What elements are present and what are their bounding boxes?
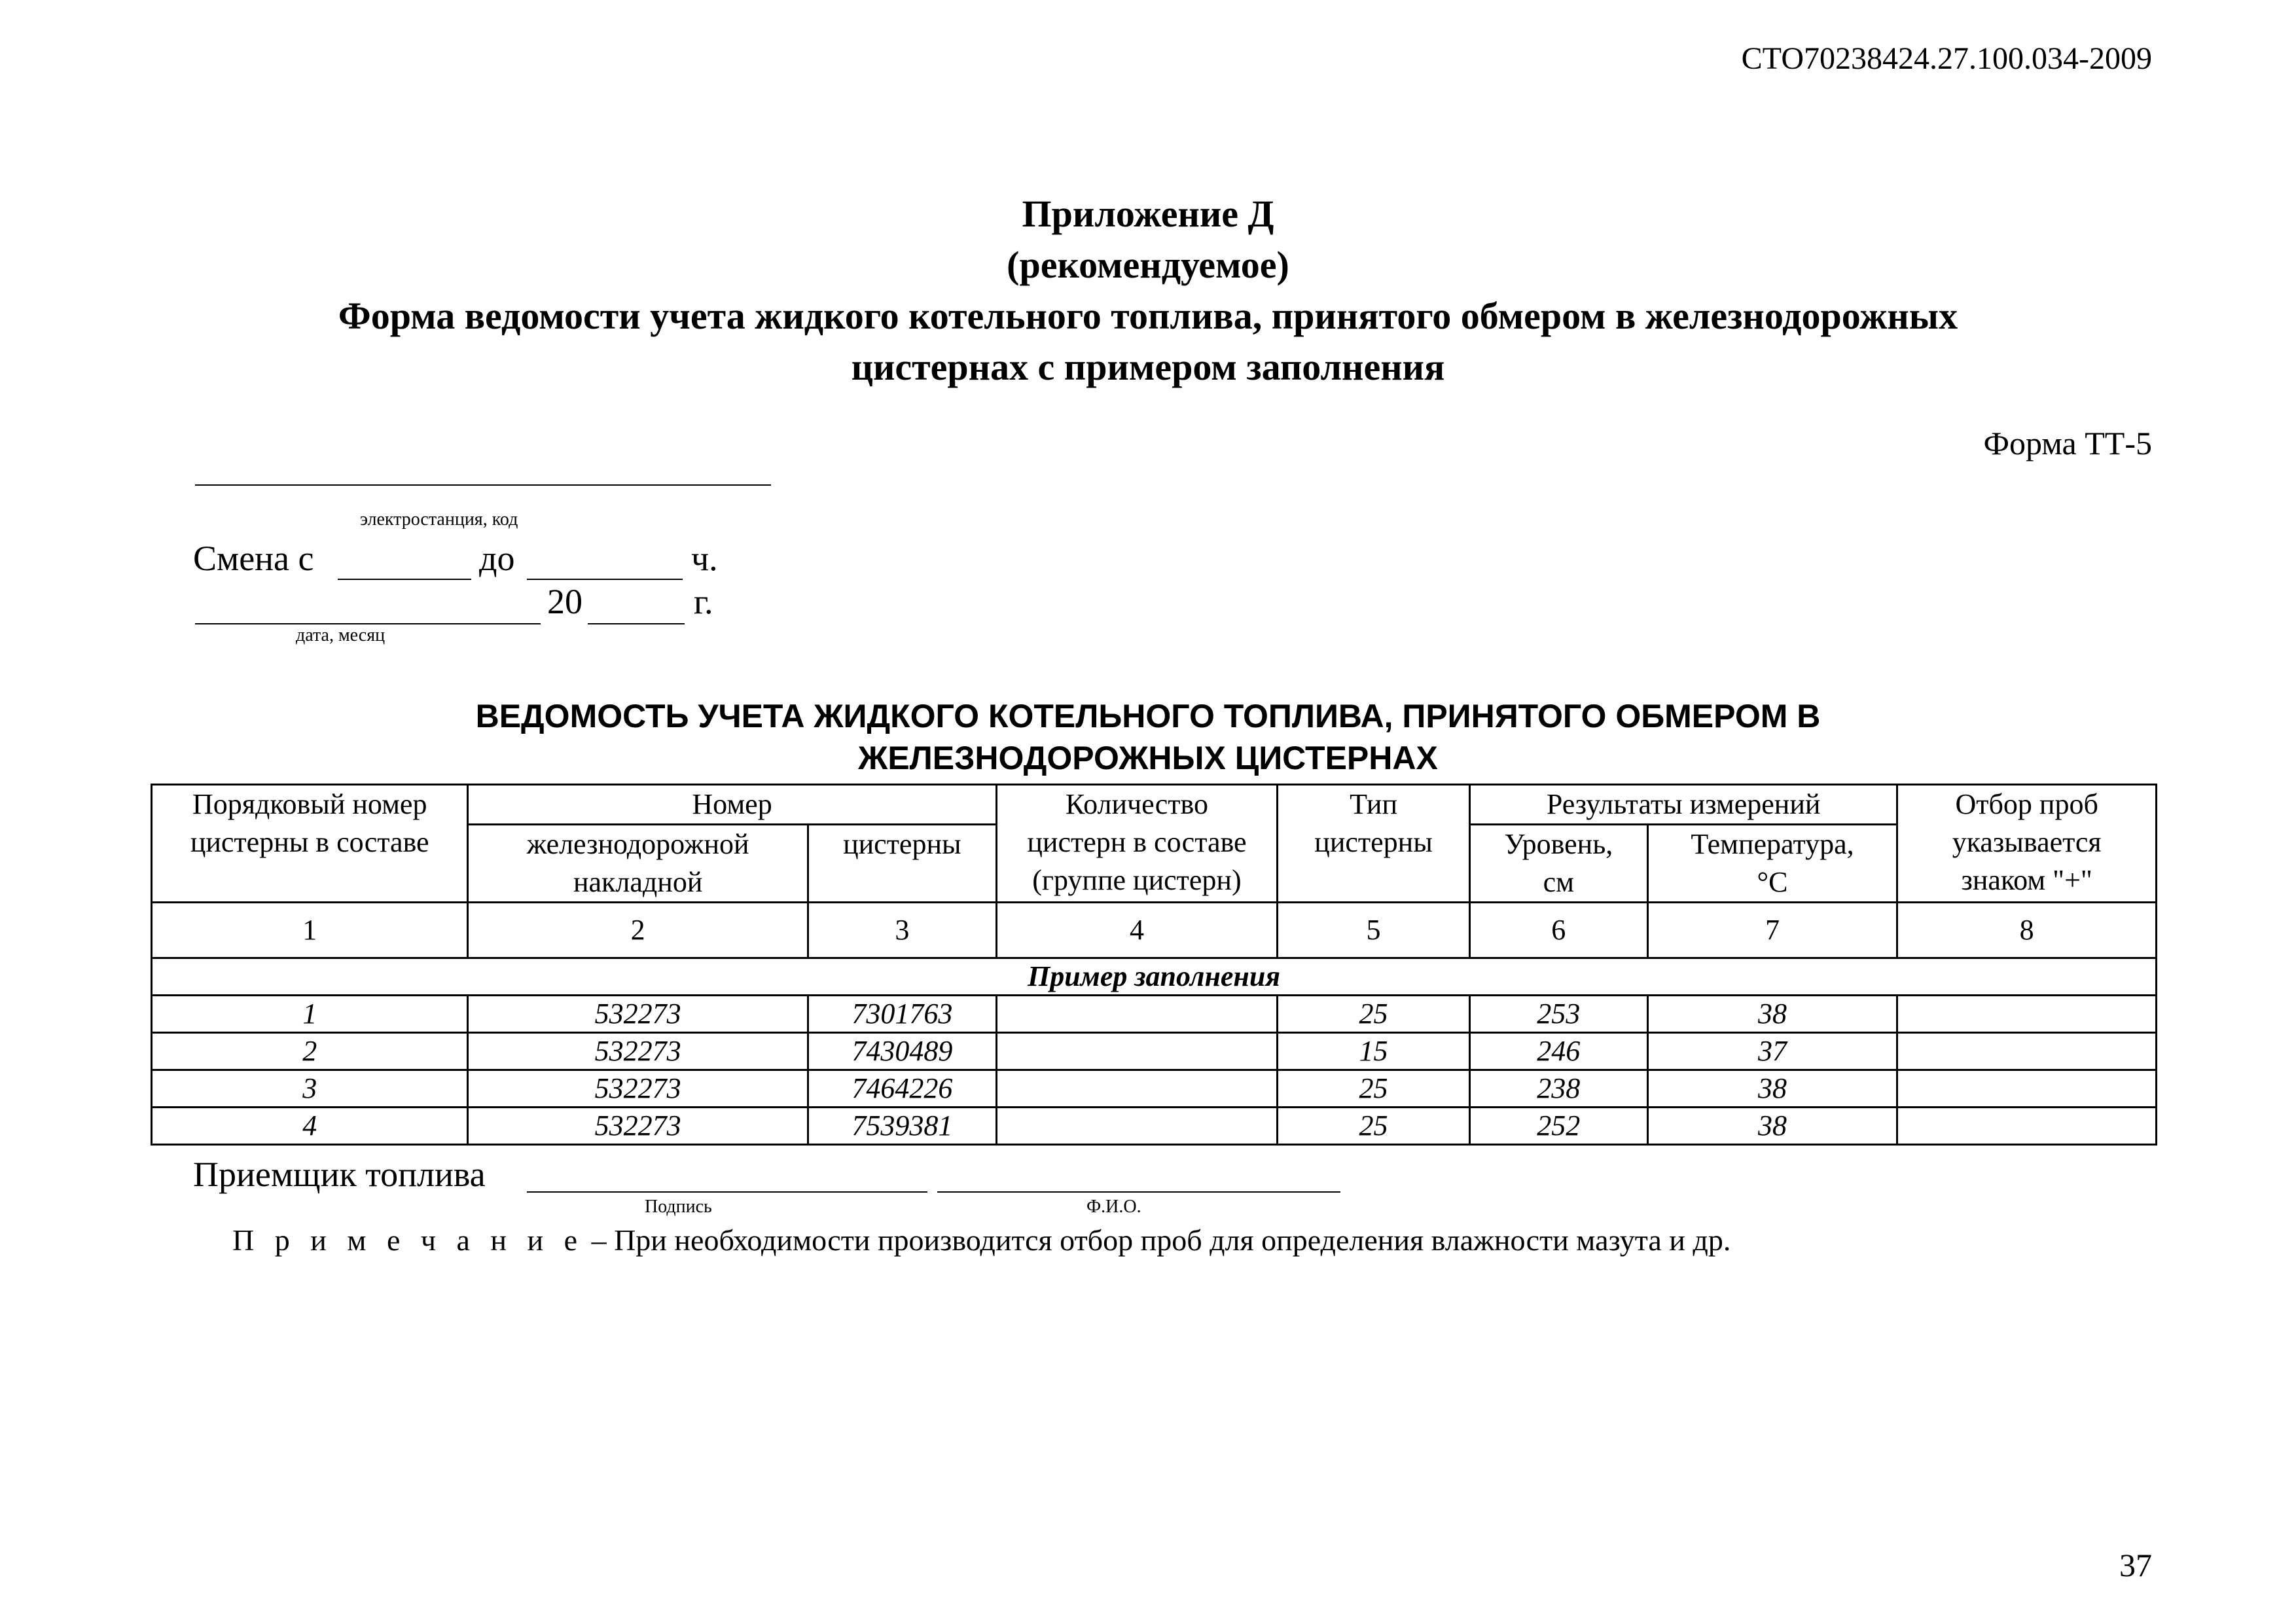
table-cell: 7464226 — [808, 1070, 996, 1108]
table-cell: 7301763 — [808, 996, 996, 1033]
table-cell: 3 — [152, 1070, 468, 1108]
table-cell: 38 — [1647, 1108, 1897, 1145]
title-block — [0, 189, 2296, 393]
table-row — [152, 1070, 2157, 1108]
table-cell — [1897, 1033, 2157, 1070]
table-cell — [996, 996, 1277, 1033]
table-cell: 246 — [1469, 1033, 1647, 1070]
table-cell: 38 — [1647, 996, 1897, 1033]
shift-to-label: до — [479, 539, 515, 578]
table-cell: 7539381 — [808, 1108, 996, 1145]
station-field-line — [195, 484, 771, 486]
header-level: Уровень, см — [1469, 825, 1647, 903]
column-number: 7 — [1647, 903, 1897, 958]
example-label-row — [152, 958, 2157, 996]
table-cell: 37 — [1647, 1033, 1897, 1070]
fuel-accounting-table — [151, 784, 2157, 1146]
header-row-1 — [152, 785, 2157, 825]
name-caption: Ф.И.О. — [1086, 1197, 1141, 1217]
table-cell — [1897, 1070, 2157, 1108]
table-cell: 25 — [1278, 1070, 1470, 1108]
form-title-line-1: Форма ведомости учета жидкого котельного топлива, принятого обмером в железнодорожных — [338, 295, 1958, 337]
table-title-line-1: ВЕДОМОСТЬ УЧЕТА ЖИДКОГО КОТЕЛЬНОГО ТОПЛИВА, ПРИНЯТОГО ОБМЕРОМ В — [475, 698, 1821, 734]
table-cell: 38 — [1647, 1070, 1897, 1108]
header-tank-type: Тип цистерны — [1278, 785, 1470, 903]
table-row — [152, 1033, 2157, 1070]
name-line — [937, 1191, 1340, 1193]
header-count: Количество цистерн в составе (группе цистерн) — [996, 785, 1277, 903]
table-row — [152, 1108, 2157, 1145]
header-order: Порядковый номер цистерны в составе — [152, 785, 468, 903]
table-cell: 4 — [152, 1108, 468, 1145]
form-name: Форма ТТ-5 — [1983, 425, 2152, 461]
shift-to-line — [527, 579, 683, 580]
table-cell: 532273 — [468, 1070, 808, 1108]
table-cell: 1 — [152, 996, 468, 1033]
table-cell: 532273 — [468, 1033, 808, 1070]
column-number: 2 — [468, 903, 808, 958]
table-cell: 532273 — [468, 996, 808, 1033]
column-number: 5 — [1278, 903, 1470, 958]
footnote-prefix: П р и м е ч а н и е — [232, 1223, 584, 1257]
column-number: 1 — [152, 903, 468, 958]
table-row — [152, 996, 2157, 1033]
header-number: Номер — [468, 785, 996, 825]
table-cell: 7430489 — [808, 1033, 996, 1070]
column-number: 8 — [1897, 903, 2157, 958]
table-cell: 253 — [1469, 996, 1647, 1033]
table-title-line-2: ЖЕЛЕЗНОДОРОЖНЫХ ЦИСТЕРНАХ — [858, 740, 1438, 776]
header-results: Результаты измерений — [1469, 785, 1897, 825]
table-cell — [996, 1033, 1277, 1070]
form-title-line-2: цистернах с примером заполнения — [851, 346, 1445, 388]
table-cell: 25 — [1278, 1108, 1470, 1145]
document-code: СТО70238424.27.100.034-2009 — [1741, 41, 2152, 76]
year-suffix: г. — [694, 582, 713, 621]
table-cell: 25 — [1278, 996, 1470, 1033]
column-number: 6 — [1469, 903, 1647, 958]
table-cell — [996, 1108, 1277, 1145]
appendix-title: Приложение Д — [1022, 192, 1274, 235]
table-cell — [1897, 1108, 2157, 1145]
shift-from-line — [338, 579, 471, 580]
table-cell: 532273 — [468, 1108, 808, 1145]
footnote-text: – При необходимости производится отбор проб для определения влажности мазута и др. — [584, 1223, 1731, 1257]
table-cell: 238 — [1469, 1070, 1647, 1108]
table-cell: 252 — [1469, 1108, 1647, 1145]
date-caption: дата, месяц — [296, 625, 386, 645]
column-number: 3 — [808, 903, 996, 958]
signature-caption: Подпись — [645, 1197, 712, 1217]
table-title — [0, 695, 2296, 779]
table-cell: 15 — [1278, 1033, 1470, 1070]
column-number: 4 — [996, 903, 1277, 958]
header-tank-number: цистерны — [808, 825, 996, 903]
header-temperature: Температура, °С — [1647, 825, 1897, 903]
column-numbers-row — [152, 903, 2157, 958]
date-field-line — [195, 623, 541, 624]
table-cell — [1897, 996, 2157, 1033]
table-cell — [996, 1070, 1277, 1108]
table-cell: 2 — [152, 1033, 468, 1070]
header-sampling: Отбор проб указывается знаком "+" — [1897, 785, 2157, 903]
shift-unit: ч. — [691, 539, 718, 578]
signature-line — [527, 1191, 927, 1193]
station-caption: электростанция, код — [360, 509, 518, 530]
year-field-line — [588, 623, 685, 624]
example-label: Пример заполнения — [152, 958, 2157, 996]
shift-label: Смена с — [193, 539, 314, 578]
header-waybill: железнодорожной накладной — [468, 825, 808, 903]
footnote — [232, 1223, 1731, 1257]
receiver-label: Приемщик топлива — [193, 1155, 486, 1194]
year-prefix: 20 — [547, 582, 583, 621]
page-number: 37 — [2119, 1547, 2152, 1583]
appendix-status: (рекомендуемое) — [1007, 244, 1289, 286]
